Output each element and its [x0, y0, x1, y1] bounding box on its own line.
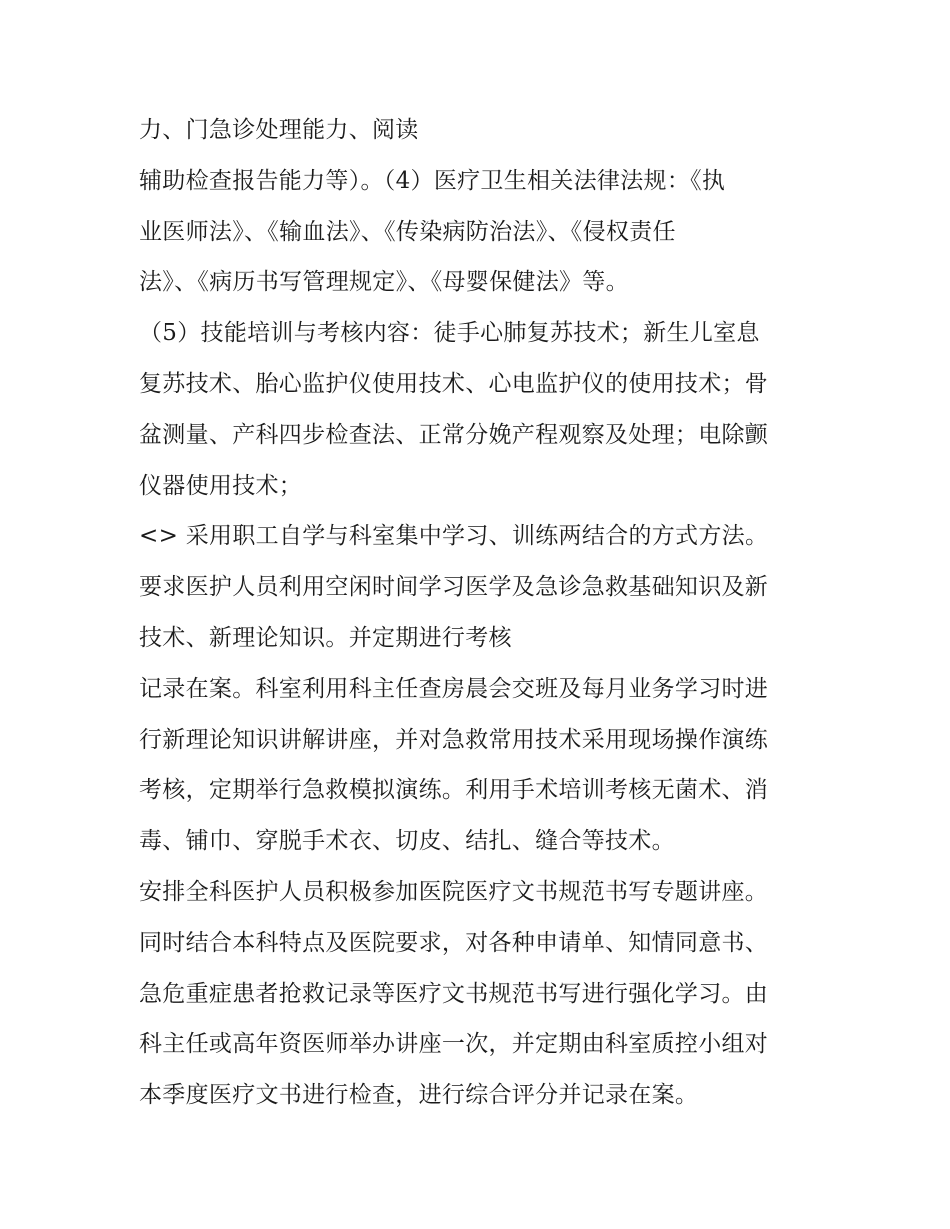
body-text [139, 112, 839, 1128]
text-line: 要求医护人员利用空闲时间学习医学及急诊急救基础知识及新 [139, 574, 769, 601]
text-line: 科主任或高年资医师举办讲座一次，并定期由科室质控小组对 [139, 1031, 769, 1058]
text-line: 考核，定期举行急救模拟演练。利用手术培训考核无菌术、消 [139, 777, 769, 804]
text-line: 同时结合本科特点及医院要求，对各种申请单、知情同意书、 [139, 929, 769, 956]
text-line: 急危重症患者抢救记录等医疗文书规范书写进行强化学习。由 [139, 980, 769, 1007]
text-line: 技术、新理论知识。并定期进行考核 [139, 624, 512, 651]
text-line: 记录在案。科室利用科主任查房晨会交班及每月业务学习时进 [139, 675, 769, 702]
text-line: 法》、《病历书写管理规定》、《母婴保健法》等。 [139, 269, 629, 296]
text-line: （5）技能培训与考核内容：徒手心肺复苏技术；新生儿室息 [139, 320, 760, 347]
text-line: 本季度医疗文书进行检查，进行综合评分并记录在案。 [139, 1082, 699, 1109]
text-line: 安排全科医护人员积极参加医院医疗文书规范书写专题讲座。 [139, 878, 769, 905]
text-line: 毒、铺巾、穿脱手术衣、切皮、结扎、缝合等技术。 [139, 828, 675, 855]
text-line: 力、门急诊处理能力、阅读 [139, 117, 419, 143]
text-line: 业医师法》、《输血法》、《传染病防治法》、《侵权责任 [139, 218, 676, 245]
text-line: 辅助检查报告能力等）。（4）医疗卫生相关法律法规：《执 [139, 167, 726, 194]
text-line: <> 采用职工自学与科室集中学习、训练两结合的方式方法。 [139, 523, 769, 550]
text-line: 仪器使用技术； [139, 472, 303, 499]
text-line: 复苏技术、胎心监护仪使用技术、心电监护仪的使用技术；骨 [139, 370, 769, 397]
text-line: 盆测量、产科四步检查法、正常分娩产程观察及处理；电除颤 [139, 421, 769, 448]
text-line: 行新理论知识讲解讲座，并对急救常用技术采用现场操作演练 [139, 726, 769, 753]
